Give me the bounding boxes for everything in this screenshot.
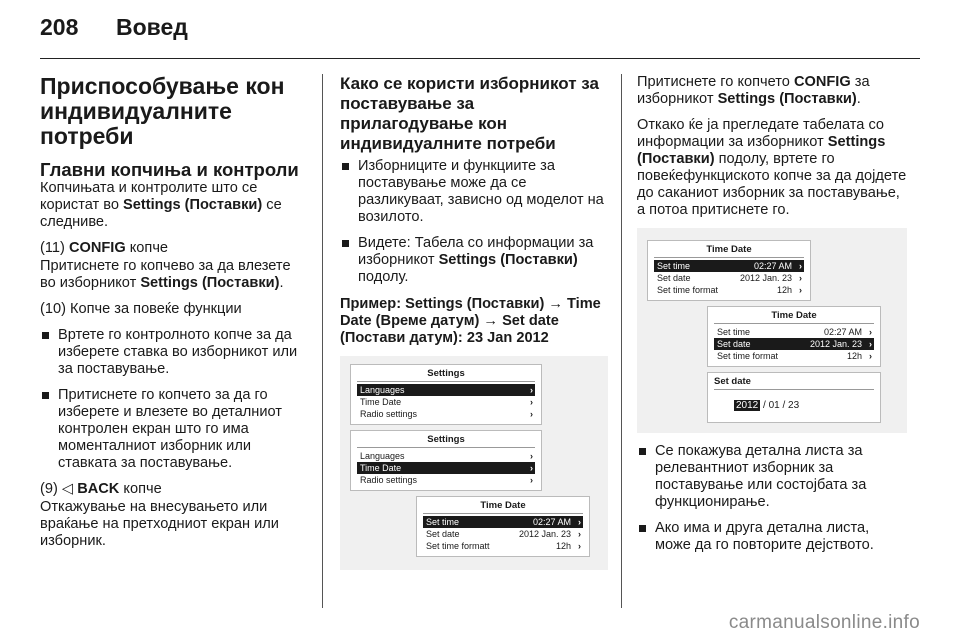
chapter-title: Вовед — [116, 14, 188, 40]
section-subtitle: Главни копчиња и контроли — [40, 159, 299, 180]
time-date-figure — [637, 228, 907, 433]
howto-title: Како се користи изборникот за поставување за прилагодување кон индивидуалните потреби — [340, 74, 599, 153]
back-arrow-icon: ◁ — [61, 481, 74, 497]
page-header — [40, 14, 188, 41]
section-title: Приспособување кон индивидуалните потреби — [40, 73, 285, 149]
back-item: (9) ◁ BACK копче — [40, 481, 162, 497]
back-description: Откажување на внесувањето или враќање на претходниот екран или изборник. — [40, 499, 279, 549]
example-screens-figure — [340, 356, 608, 570]
year-field: 2012 — [736, 400, 759, 411]
page-number: 208 — [40, 14, 79, 40]
header-rule — [40, 58, 920, 59]
bullet-repeat: Ако има и друга детална листа, може да го повторите дејството. — [637, 520, 907, 554]
bullet-press: Притиснете го копчето за да го изберете и влезете во деталниот контролен екран што го има моменталниот изборник или ставката за поставување. — [40, 387, 308, 472]
bullet-see-table: Видете: Табела со информации за изборникот Settings (Поставки) подолу. — [340, 235, 608, 286]
column-2 — [340, 74, 608, 580]
time-date-screen-a: Time Date Set time 02:27 AM › Set date 2012 Jan. 23 › Set time format 12h › — [647, 240, 811, 301]
watermark: carmanualsonline.info — [728, 612, 920, 633]
time-date-screen: Time Date Set time 02:27 AM › Set date 2012 Jan. 23 › Set time formatt 12h › — [416, 496, 590, 557]
column-1 — [40, 74, 308, 559]
example-heading: Пример: Settings (Поставки) → Time Date (Време датум) → Set date (Постави датум): 23 Jan 2012 — [340, 296, 601, 346]
config-item: (11) CONFIG копче — [40, 240, 169, 256]
settings-screen-1: Settings Languages › Time Date › Radio settings › — [350, 364, 542, 425]
review-table-paragraph: Откако ќе ја прегледате табелата со информации за изборникот Settings (Поставки) подолу, вртете го повеќефункциското копче за да дојдете до саканиот изборник за поставување, а потоа притиснете го. — [637, 117, 907, 218]
settings-screen-2: Settings Languages › Time Date › Radio settings › — [350, 430, 542, 491]
multifunction-item: (10) Копче за повеќе функции — [40, 301, 242, 317]
bullet-variation: Изборниците и функциите за поставување може да се разликуваат, зависно од моделот на возилото. — [340, 158, 608, 226]
column-divider-1 — [322, 74, 323, 608]
column-3 — [637, 74, 907, 563]
bullet-turn: Вртете го контролното копче за да изберете ставка во изборникот или за поставување. — [40, 327, 308, 378]
set-date-screen: Set date 2012 / 01 / 23 — [707, 372, 881, 423]
time-date-screen-b: Time Date Set time 02:27 AM › Set date 2012 Jan. 23 › Set time format 12h › — [707, 306, 881, 367]
bullet-detail-list: Се покажува детална листа за релевантниот изборник за поставување или состојбата за функционирање. — [637, 443, 907, 511]
press-config-paragraph: Притиснете го копчето CONFIG за изборникот Settings (Поставки). — [637, 74, 870, 107]
column-divider-2 — [621, 74, 622, 608]
config-description: Притиснете го копчево за да влезете во изборникот Settings (Поставки). — [40, 258, 291, 291]
intro-paragraph: Копчињата и контролите што се користат во Settings (Поставки) се следниве. — [40, 180, 282, 230]
